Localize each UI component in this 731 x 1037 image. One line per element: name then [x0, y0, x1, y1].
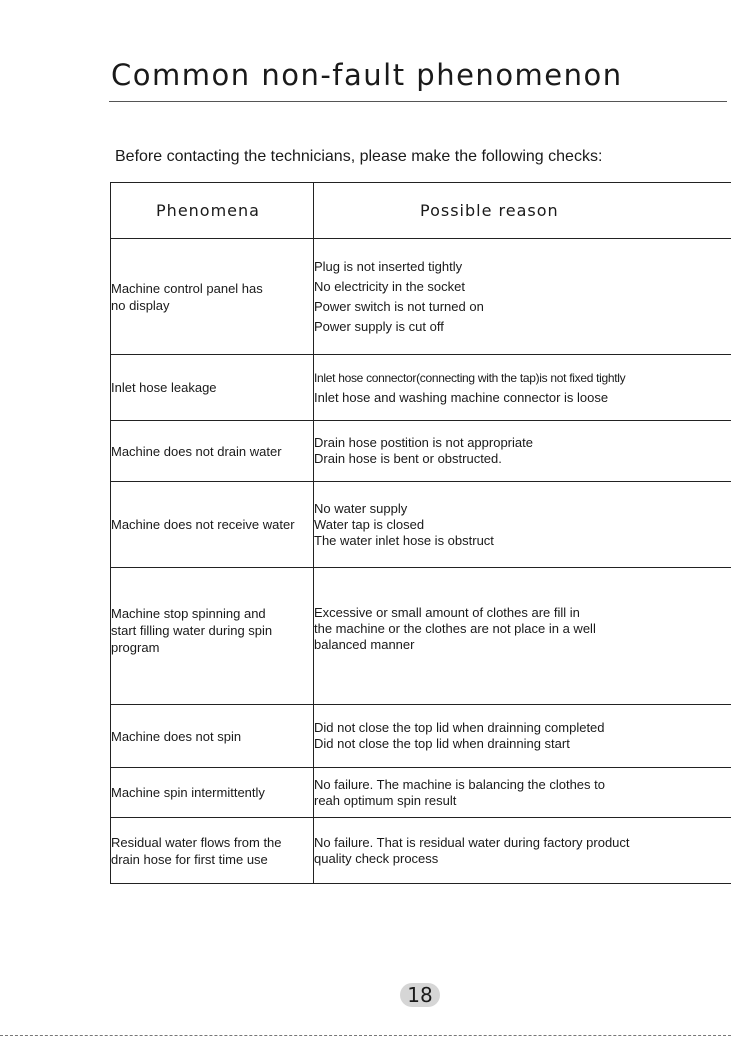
reason-line: Power switch is not turned on	[314, 298, 484, 314]
phenomenon-cell: Machine does not receive water	[111, 482, 314, 568]
reason-cell	[314, 239, 731, 355]
table-row	[111, 239, 731, 355]
phenomenon-cell: Inlet hose leakage	[111, 355, 314, 421]
reason-line: Inlet hose connector(connecting with the tap)is not fixed tightly	[314, 370, 626, 385]
reason-line: No failure. That is residual water during factory product	[314, 834, 630, 850]
reason-line: Power supply is cut off	[314, 318, 444, 334]
table-row	[111, 482, 731, 568]
reason-line: Inlet hose and washing machine connector is loose	[314, 389, 609, 405]
phenomenon-cell: Machine spin intermittently	[111, 768, 314, 818]
reason-line: No electricity in the socket	[314, 278, 466, 294]
table-row	[111, 355, 731, 421]
reason-cell	[314, 768, 731, 818]
reason-cell	[314, 818, 731, 884]
phenomenon-cell: Residual water flows from the drain hose for first time use	[111, 818, 314, 884]
reason-line: Water tap is closed	[314, 516, 425, 532]
table-row	[111, 705, 731, 768]
reason-line: Drain hose is bent or obstructed.	[314, 451, 502, 466]
reason-cell	[314, 568, 731, 705]
table-row	[111, 421, 731, 482]
reason-line: Plug is not inserted tightly	[314, 258, 463, 274]
title-underline	[109, 101, 727, 102]
reason-line: reah optimum spin result	[314, 792, 457, 808]
reason-line: Excessive or small amount of clothes are fill in	[314, 605, 580, 620]
reason-line: No water supply	[314, 500, 408, 516]
table-row	[111, 818, 731, 884]
reason-cell	[314, 705, 731, 768]
reason-line: quality check process	[314, 850, 439, 866]
page-edge-divider	[0, 1035, 731, 1036]
reason-line: Did not close the top lid when drainning start	[314, 736, 570, 751]
troubleshooting-table	[110, 182, 731, 884]
page-title: Common non-fault phenomenon	[111, 58, 623, 92]
reason-line: No failure. The machine is balancing the clothes to	[314, 776, 605, 792]
reason-line: the machine or the clothes are not place in a well	[314, 621, 596, 636]
table-row	[111, 568, 731, 705]
phenomenon-cell: Machine does not drain water	[111, 421, 314, 482]
reason-line: Did not close the top lid when drainning completed	[314, 720, 605, 735]
phenomenon-cell: Machine control panel has no display	[111, 239, 314, 355]
phenomenon-cell: Machine does not spin	[111, 705, 314, 768]
reason-cell	[314, 355, 731, 421]
reason-line: Drain hose postition is not appropriate	[314, 435, 533, 450]
intro-text: Before contacting the technicians, please make the following checks:	[115, 148, 603, 165]
reason-line: The water inlet hose is obstruct	[314, 532, 494, 548]
column-header-phenomena: Phenomena	[111, 183, 314, 239]
reason-cell	[314, 482, 731, 568]
reason-line: balanced manner	[314, 637, 415, 652]
reason-cell	[314, 421, 731, 482]
column-header-possible-reason: Possible reason	[314, 183, 731, 239]
table-header-row	[111, 183, 731, 239]
table-row	[111, 768, 731, 818]
phenomenon-cell: Machine stop spinning and start filling water during spin program	[111, 568, 314, 705]
page-number: 18	[400, 983, 440, 1007]
